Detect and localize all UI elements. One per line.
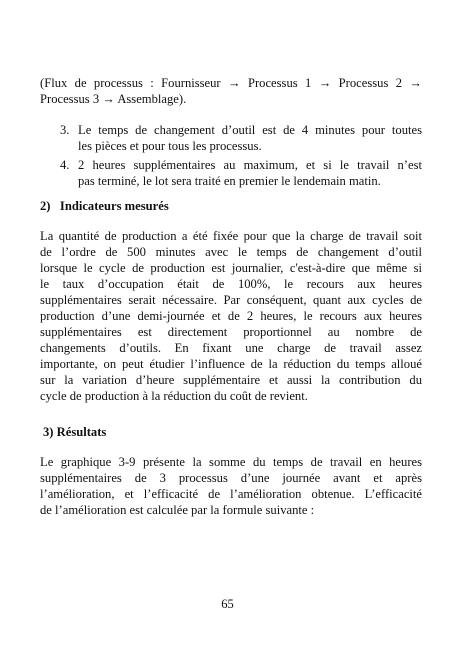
text-line: les pièces et pour tous les processus.: [78, 139, 262, 153]
text-line: de l’amélioration est calculée par la formule suivante :: [40, 503, 315, 517]
text-line: l’amélioration, et l’efficacité de l’amélioration obtenue. L’efficacité: [40, 487, 422, 501]
text-line: cycle de production à la réduction du coût de revient.: [40, 389, 308, 403]
list-number: 4.: [60, 158, 70, 172]
text-line: le taux d’occupation était de 100%, le recours aux heures: [40, 277, 422, 291]
section-heading: 2) Indicateurs mesurés: [40, 199, 169, 213]
text-line: supplémentaires est directement proportionnel au nombre de: [40, 325, 422, 339]
process-flow-paragraph: [40, 75, 422, 107]
text-line: supplémentaires serait nécessaire. Par conséquent, quant aux cycles de: [40, 293, 422, 307]
text-line: (Flux de processus : Fournisseur → Processus 1 → Processus 2 →: [40, 76, 422, 90]
text-line: sur la variation d’heure supplémentaire et aussi la contribution du: [40, 373, 422, 387]
text-line: pas terminé, le lot sera traité en premier le lendemain matin.: [78, 174, 381, 188]
text-line: importante, on peut étudier l’influence de la réduction du temps alloué: [40, 357, 422, 371]
results-paragraph: [40, 454, 422, 518]
text-line: Le graphique 3-9 présente la somme du temps de travail en heures: [40, 455, 422, 469]
numbered-list: [60, 122, 422, 192]
text-line: production d’une demi-journée et de 2 heures, le recours aux heures: [40, 309, 422, 323]
list-number: 3.: [60, 123, 70, 137]
page-number: 65: [221, 597, 234, 611]
list-item: [60, 157, 422, 189]
text-line: lorsque le cycle de production est journalier, c'est-à-dire que même si: [40, 261, 422, 275]
list-item: [60, 122, 422, 154]
indicators-paragraph: [40, 228, 422, 404]
section-heading: 3) Résultats: [43, 425, 107, 439]
text-line: de l’ordre de 500 minutes avec le temps de changement d’outil: [40, 245, 422, 259]
text-line: Le temps de changement d’outil est de 4 minutes pour toutes: [78, 123, 422, 137]
text-line: La quantité de production a été fixée pour que la charge de travail soit: [40, 229, 422, 243]
text-line: Processus 3 → Assemblage).: [40, 92, 187, 106]
text-line: changements d’outils. En fixant une charge de travail assez: [40, 341, 422, 355]
text-line: 2 heures supplémentaires au maximum, et si le travail n’est: [78, 158, 422, 172]
text-line: supplémentaires de 3 processus d’une journée avant et après: [40, 471, 422, 485]
